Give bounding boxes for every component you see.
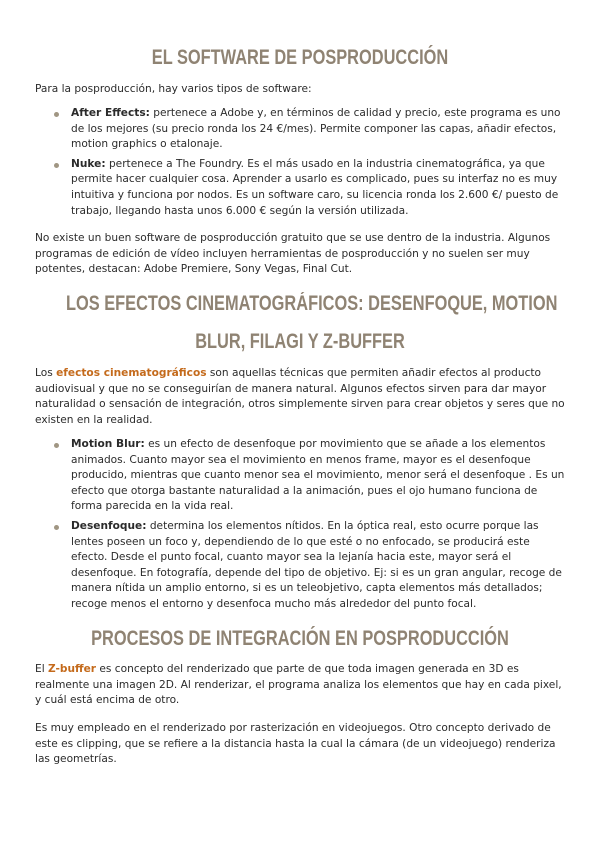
list-item-nuke: [54, 157, 566, 219]
bullet-icon: [54, 163, 59, 168]
efectos-intro-pre: Los: [35, 367, 57, 379]
section-title-efectos-line1: LOS EFECTOS CINEMATOGRÁFICOS: DESENFOQUE, MOTION: [66, 292, 558, 315]
zbuffer-pre: El: [35, 663, 49, 675]
term-after-effects: After Effects:: [71, 107, 150, 119]
bullet-icon: [54, 112, 59, 117]
section-title-efectos-line2: BLUR, FILAGI Y Z-BUFFER: [195, 330, 405, 353]
term-desenfoque: Desenfoque:: [71, 519, 147, 532]
desc-desenfoque: determina los elementos nítidos. En la óptica real, esto ocurre porque las lentes poseen un foco y, dependiendo de lo que esté o no enfocado, se producirá este efecto. Desde el punto focal, cuanto mayor sea la lejanía hacia este, mayor será el desenfoque. En fotografía, depende del tipo de objetivo. Ej: si es un gran angular, recoge de manera nítida un amplio entorno, si es un teleobjetivo, capta elementos más detallados; recoge menos el entorno y desenfoca mucho más alrededor del punto focal.: [71, 519, 562, 610]
clipping-paragraph: Es muy empleado en el renderizado por rasterización en videojuegos. Otro concepto derivado de este es clipping, que se refiere a la distancia hasta la cual la cámara (de un videojuego) renderiza las geometrías.: [35, 722, 556, 766]
efectos-list: [54, 437, 566, 617]
zbuffer-paragraph: [35, 662, 567, 709]
efectos-intro: [35, 366, 567, 428]
term-nuke: Nuke:: [71, 157, 106, 170]
section-title-software: EL SOFTWARE DE POSPRODUCCIÓN: [151, 46, 449, 69]
desc-motion-blur: es un efecto de desenfoque por movimiento que se añade a los elementos animados. Cuanto mayor sea el movimiento en menos frame, mayor es el desenfoque producido, mientras que cuanto menor sea el movimiento, menor será el desenfoque . Es un efecto que otorga bastante naturalidad a la animación, pues el ojo humano funciona de forma parecida en la vida real.: [71, 438, 565, 513]
section-title-integracion: PROCESOS DE INTEGRACIÓN EN POSPRODUCCIÓN: [91, 627, 509, 650]
software-closing: No existe un buen software de posproducción gratuito que se use dentro de la industria. Algunos programas de edición de vídeo incluyen herramientas de posproducción y no suelen ser muy potentes, destacan: Adobe Premiere, Sony Vegas, Final Cut.: [35, 232, 551, 276]
bullet-icon: [54, 525, 59, 530]
list-item-motion-blur: [54, 437, 566, 515]
list-item-after-effects: [54, 106, 566, 153]
software-intro: Para la posproducción, hay varios tipos de software:: [35, 83, 312, 95]
z-buffer-link[interactable]: Z-buffer: [48, 663, 97, 675]
desc-after-effects: pertenece a Adobe y, en términos de calidad y precio, este programa es uno de los mejores (su precio ronda los 24 €/mes). Permite componer las capas, añadir efectos, motion graphics o etalonaje.: [71, 107, 561, 151]
efectos-cinematograficos-link[interactable]: efectos cinematográficos: [56, 367, 207, 379]
term-motion-blur: Motion Blur:: [71, 438, 145, 450]
zbuffer-post: es concepto del renderizado que parte de que toda imagen generada en 3D es realmente una imagen 2D. Al renderizar, el programa analiza los elementos que hay en cada pixel, y cuál está encima de otro.: [35, 663, 562, 707]
desc-nuke: pertenece a The Foundry. Es el más usado en la industria cinematográfica, ya que permite hacer cualquier cosa. Aprender a usarlo es complicado, pues su interfaz no es muy intuitiva y funciona por nodos. Es un software caro, su licencia ronda los 2.600 €/ puesto de trabajo, llegando hasta unos 6.000 € según la versión utilizada.: [71, 157, 559, 217]
efectos-intro-post: son aquellas técnicas que permiten añadir efectos al producto audiovisual y que no se conseguirían de manera natural. Algunos efectos sirven para dar mayor naturalidad o sensación de integración, otros simplemente sirven para crear objetos y seres que no existen en la realidad.: [35, 367, 565, 426]
list-item-desenfoque: [54, 519, 566, 613]
bullet-icon: [54, 443, 59, 448]
software-list: [54, 106, 566, 223]
